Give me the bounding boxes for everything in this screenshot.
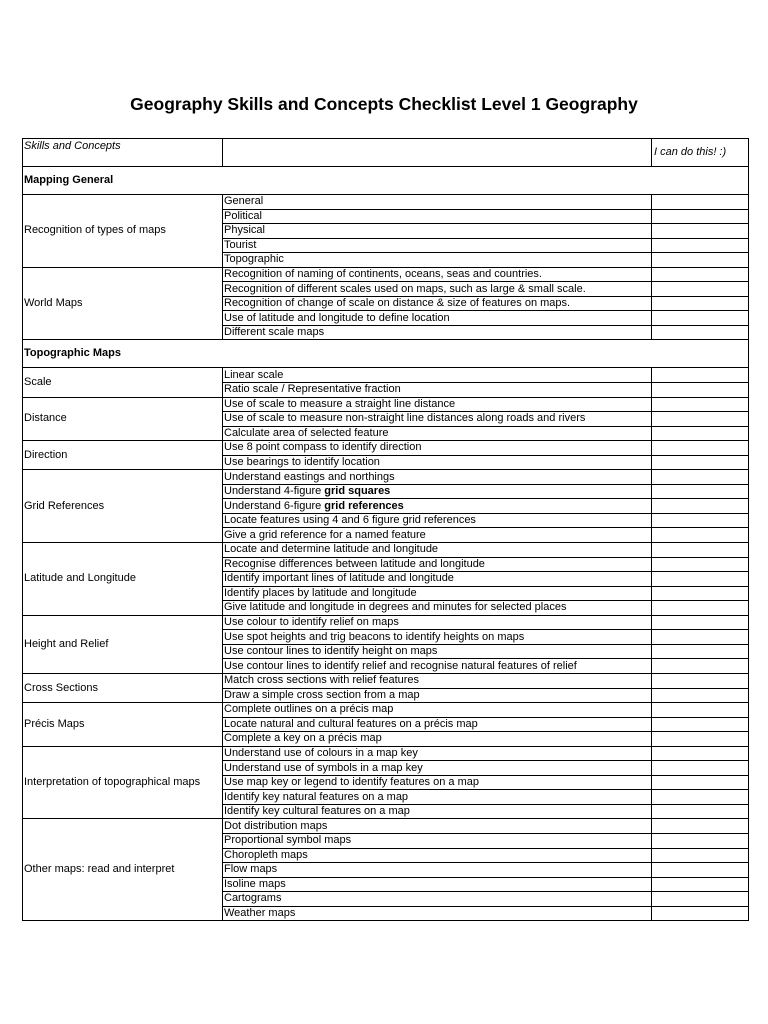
checkbox-cell — [652, 311, 749, 326]
concept-text-main: Use spot heights and trig beacons to identify heights on maps — [224, 630, 525, 643]
concept-text — [224, 326, 324, 339]
checkbox-cell — [652, 907, 749, 922]
concept-text-main: Understand use of symbols in a map key — [224, 761, 423, 774]
concept-text-bold: grid squares — [324, 485, 391, 498]
concept-text — [224, 195, 263, 208]
concept-cell — [223, 659, 652, 674]
checkbox-cell — [652, 268, 749, 283]
skill-group-label: Recognition of types of maps — [24, 224, 166, 237]
checkbox-cell — [652, 718, 749, 733]
checkbox-cell — [652, 878, 749, 893]
concept-cell — [223, 732, 652, 747]
checkbox-cell — [652, 558, 749, 573]
checkbox-cell — [652, 412, 749, 427]
concept-text — [224, 412, 585, 425]
skills-header-label: Skills and Concepts — [24, 140, 121, 152]
concept-cell — [223, 297, 652, 312]
concept-cell — [223, 514, 652, 529]
checkbox-cell — [652, 689, 749, 704]
concept-text — [224, 747, 418, 760]
concept-text — [224, 776, 479, 789]
checkbox-cell — [652, 776, 749, 791]
concept-text — [224, 383, 401, 396]
concept-text — [224, 892, 281, 905]
page-title: Geography Skills and Concepts Checklist Level 1 Geography — [130, 94, 638, 114]
checkbox-cell — [652, 326, 749, 341]
checkbox-cell — [652, 790, 749, 805]
checkbox-cell — [652, 210, 749, 225]
checkbox-cell — [652, 195, 749, 210]
concept-text — [224, 587, 417, 600]
section-title: Topographic Maps — [24, 347, 121, 360]
concept-text — [224, 283, 586, 296]
concept-cell — [223, 630, 652, 645]
checkbox-cell — [652, 368, 749, 383]
checkbox-cell — [652, 630, 749, 645]
concept-cell — [223, 326, 652, 341]
skill-group-cell — [23, 703, 223, 747]
concept-text-main: Understand 6-figure — [224, 499, 325, 512]
concept-cell — [223, 689, 652, 704]
concept-text-main: Use contour lines to identify relief and recognise natural features of relief — [224, 659, 577, 672]
concept-text — [224, 631, 524, 644]
checkbox-cell — [652, 703, 749, 718]
checkbox-cell — [652, 761, 749, 776]
checkbox-cell — [652, 659, 749, 674]
concept-text-main: Choropleth maps — [224, 848, 308, 861]
skill-group-cell — [23, 195, 223, 268]
concept-cell — [223, 253, 652, 268]
concept-cell — [223, 441, 652, 456]
concept-text-main: Match cross sections with relief features — [224, 674, 420, 687]
concept-text — [224, 210, 262, 223]
checkbox-cell — [652, 732, 749, 747]
concept-text-main: Use contour lines to identify height on maps — [224, 645, 438, 658]
concept-text — [224, 253, 284, 266]
concept-text-main: Identify important lines of latitude and longitude — [224, 572, 454, 585]
concept-text-main: Linear scale — [224, 368, 284, 381]
concept-cell — [223, 747, 652, 762]
concept-cell — [223, 528, 652, 543]
checkbox-cell — [652, 239, 749, 254]
concept-cell — [223, 558, 652, 573]
concept-cell — [223, 268, 652, 283]
concept-cell — [223, 878, 652, 893]
header-skills-cell — [23, 139, 223, 167]
concept-text — [224, 834, 351, 847]
checkbox-cell — [652, 485, 749, 500]
checkbox-cell — [652, 863, 749, 878]
concept-cell — [223, 776, 652, 791]
concept-text — [224, 732, 382, 745]
concept-text — [224, 601, 566, 614]
concept-text-main: Recognition of different scales used on maps, such as large & small scale. — [224, 282, 586, 295]
concept-cell — [223, 282, 652, 297]
checkbox-cell — [652, 849, 749, 864]
concept-text-main: Use of latitude and longitude to define location — [224, 311, 450, 324]
skill-group-label: Height and Relief — [24, 637, 109, 650]
concept-text — [224, 441, 422, 454]
concept-cell — [223, 761, 652, 776]
concept-text-main: Use of scale to measure a straight line distance — [224, 397, 456, 410]
concept-text-main: Understand use of colours in a map key — [224, 746, 418, 759]
concept-cell — [223, 674, 652, 689]
concept-text — [224, 878, 286, 891]
concept-text — [224, 456, 380, 469]
concept-text — [224, 471, 395, 484]
skill-group-label: Other maps: read and interpret — [24, 863, 175, 876]
concept-cell — [223, 645, 652, 660]
concept-text-main: Use colour to identify relief on maps — [224, 616, 399, 629]
concept-text-main: Use map key or legend to identify features on a map — [224, 776, 479, 789]
concept-text-main: Understand eastings and northings — [224, 470, 395, 483]
concept-text-main: Give latitude and longitude in degrees and minutes for selected places — [224, 601, 567, 614]
checkbox-cell — [652, 383, 749, 398]
concept-cell — [223, 892, 652, 907]
checkbox-cell — [652, 819, 749, 834]
concept-text — [224, 820, 327, 833]
checkbox-cell — [652, 674, 749, 689]
concept-text — [224, 791, 408, 804]
skill-group-cell — [23, 470, 223, 543]
checkbox-cell — [652, 398, 749, 413]
skill-group-cell — [23, 616, 223, 674]
concept-cell — [223, 601, 652, 616]
concept-text — [224, 805, 410, 818]
concept-text-main: General — [224, 195, 264, 208]
skill-group-label: Précis Maps — [24, 717, 85, 730]
checkbox-cell — [652, 645, 749, 660]
concept-cell — [223, 368, 652, 383]
concept-text-main: Different scale maps — [224, 326, 325, 339]
concept-text-main: Proportional symbol maps — [224, 834, 352, 847]
concept-text-main: Calculate area of selected feature — [224, 426, 389, 439]
concept-cell — [223, 805, 652, 820]
concept-text — [224, 500, 404, 513]
section-heading — [23, 167, 749, 195]
concept-text-main: Locate and determine latitude and longitude — [224, 543, 439, 556]
concept-cell — [223, 210, 652, 225]
concept-text — [224, 224, 265, 237]
concept-text — [224, 762, 423, 775]
concept-text — [224, 529, 426, 542]
concept-cell — [223, 572, 652, 587]
concept-text-main: Identify key natural features on a map — [224, 790, 409, 803]
concept-text — [224, 907, 295, 920]
concept-text — [224, 703, 393, 716]
concept-cell — [223, 456, 652, 471]
concept-text-main: Use 8 point compass to identify direction — [224, 441, 422, 454]
concept-text-main: Tourist — [224, 238, 257, 251]
checklist-table — [22, 138, 749, 921]
concept-text — [224, 268, 542, 281]
concept-text-main: Flow maps — [224, 863, 278, 876]
checkbox-cell — [652, 514, 749, 529]
concept-text — [224, 849, 308, 862]
concept-text-main: Dot distribution maps — [224, 819, 328, 832]
skill-group-label: Direction — [24, 448, 68, 461]
concept-text-main: Recognise differences between latitude and longitude — [224, 557, 485, 570]
concept-cell — [223, 616, 652, 631]
concept-cell — [223, 195, 652, 210]
skill-group-cell — [23, 674, 223, 703]
concept-text — [224, 863, 277, 876]
skill-group-cell — [23, 398, 223, 442]
concept-text-main: Draw a simple cross section from a map — [224, 688, 420, 701]
concept-text-main: Political — [224, 209, 262, 222]
checkbox-cell — [652, 253, 749, 268]
concept-text — [224, 718, 478, 731]
concept-cell — [223, 485, 652, 500]
concept-cell — [223, 907, 652, 922]
concept-cell — [223, 587, 652, 602]
concept-text-main: Physical — [224, 224, 265, 237]
checkbox-cell — [652, 616, 749, 631]
concept-cell — [223, 412, 652, 427]
concept-text-main: Give a grid reference for a named feature — [224, 528, 426, 541]
checkbox-cell — [652, 427, 749, 442]
concept-cell — [223, 224, 652, 239]
checkbox-cell — [652, 572, 749, 587]
skill-group-label: Scale — [24, 376, 52, 389]
concept-text — [224, 616, 399, 629]
concept-cell — [223, 790, 652, 805]
concept-text — [224, 485, 390, 498]
section-title: Mapping General — [24, 174, 114, 186]
concept-text — [224, 660, 577, 673]
concept-text-main: Locate features using 4 and 6 figure grid references — [224, 514, 476, 527]
concept-text-main: Recognition of change of scale on distance & size of features on maps. — [224, 297, 571, 310]
concept-cell — [223, 703, 652, 718]
skill-group-label: Distance — [24, 412, 67, 425]
concept-text-main: Recognition of naming of continents, oceans, seas and countries. — [224, 268, 542, 280]
concept-cell — [223, 499, 652, 514]
concept-text-main: Complete a key on a précis map — [224, 732, 382, 745]
concept-cell — [223, 398, 652, 413]
concept-cell — [223, 863, 652, 878]
checkbox-cell — [652, 297, 749, 312]
checkbox-cell — [652, 892, 749, 907]
concept-text-main: Locate natural and cultural features on a précis map — [224, 717, 478, 730]
skill-group-cell — [23, 441, 223, 470]
concept-text — [224, 543, 438, 556]
concept-cell — [223, 311, 652, 326]
checkbox-cell — [652, 441, 749, 456]
concept-cell — [223, 718, 652, 733]
checkbox-cell — [652, 456, 749, 471]
checkbox-cell — [652, 805, 749, 820]
concept-text-main: Ratio scale / Representative fraction — [224, 383, 401, 396]
concept-text-main: Understand 4-figure — [224, 485, 325, 498]
concept-cell — [223, 427, 652, 442]
concept-text-bold: grid references — [324, 499, 404, 512]
concept-text-main: Isoline maps — [224, 877, 286, 890]
skill-group-cell — [23, 543, 223, 616]
concept-text — [224, 312, 450, 325]
concept-text — [224, 514, 476, 527]
concept-text — [224, 572, 454, 585]
concept-text-main: Identify places by latitude and longitude — [224, 586, 417, 599]
skill-group-cell — [23, 747, 223, 820]
concept-text — [224, 645, 437, 658]
concept-text-main: Cartograms — [224, 892, 282, 905]
concept-cell — [223, 383, 652, 398]
section-heading — [23, 340, 749, 368]
checkbox-cell — [652, 282, 749, 297]
concept-text-main: Weather maps — [224, 906, 296, 919]
concept-cell — [223, 470, 652, 485]
concept-cell — [223, 834, 652, 849]
skill-group-label: Grid References — [24, 499, 105, 512]
checkbox-cell — [652, 528, 749, 543]
concept-text-main: Use bearings to identify location — [224, 456, 380, 469]
header-check-cell — [652, 139, 749, 167]
skill-group-cell — [23, 368, 223, 397]
checkbox-cell — [652, 470, 749, 485]
check-header-label: I can do this! :) — [654, 146, 727, 158]
checkbox-cell — [652, 747, 749, 762]
skill-group-cell — [23, 819, 223, 921]
concept-text-main: Use of scale to measure non-straight line distances along roads and rivers — [224, 412, 586, 425]
concept-cell — [223, 849, 652, 864]
checkbox-cell — [652, 499, 749, 514]
checkbox-cell — [652, 601, 749, 616]
concept-cell — [223, 819, 652, 834]
checkbox-cell — [652, 543, 749, 558]
concept-text — [224, 369, 283, 382]
concept-cell — [223, 543, 652, 558]
concept-text — [224, 558, 485, 571]
skill-group-label: World Maps — [24, 297, 83, 310]
concept-text-main: Topographic — [224, 253, 284, 266]
checkbox-cell — [652, 224, 749, 239]
concept-text — [224, 239, 256, 252]
checkbox-cell — [652, 587, 749, 602]
skill-group-label: Cross Sections — [24, 681, 98, 694]
skill-group-label: Interpretation of topographical maps — [24, 776, 201, 789]
skill-group-cell — [23, 268, 223, 341]
header-blank-cell — [223, 139, 652, 167]
concept-text — [224, 297, 570, 310]
concept-text — [224, 398, 455, 411]
concept-text — [224, 427, 389, 440]
checkbox-cell — [652, 834, 749, 849]
concept-text — [224, 689, 420, 702]
skill-group-label: Latitude and Longitude — [24, 572, 136, 585]
concept-cell — [223, 239, 652, 254]
concept-text-main: Complete outlines on a précis map — [224, 703, 394, 716]
concept-text — [224, 674, 419, 687]
concept-text-main: Identify key cultural features on a map — [224, 805, 410, 818]
